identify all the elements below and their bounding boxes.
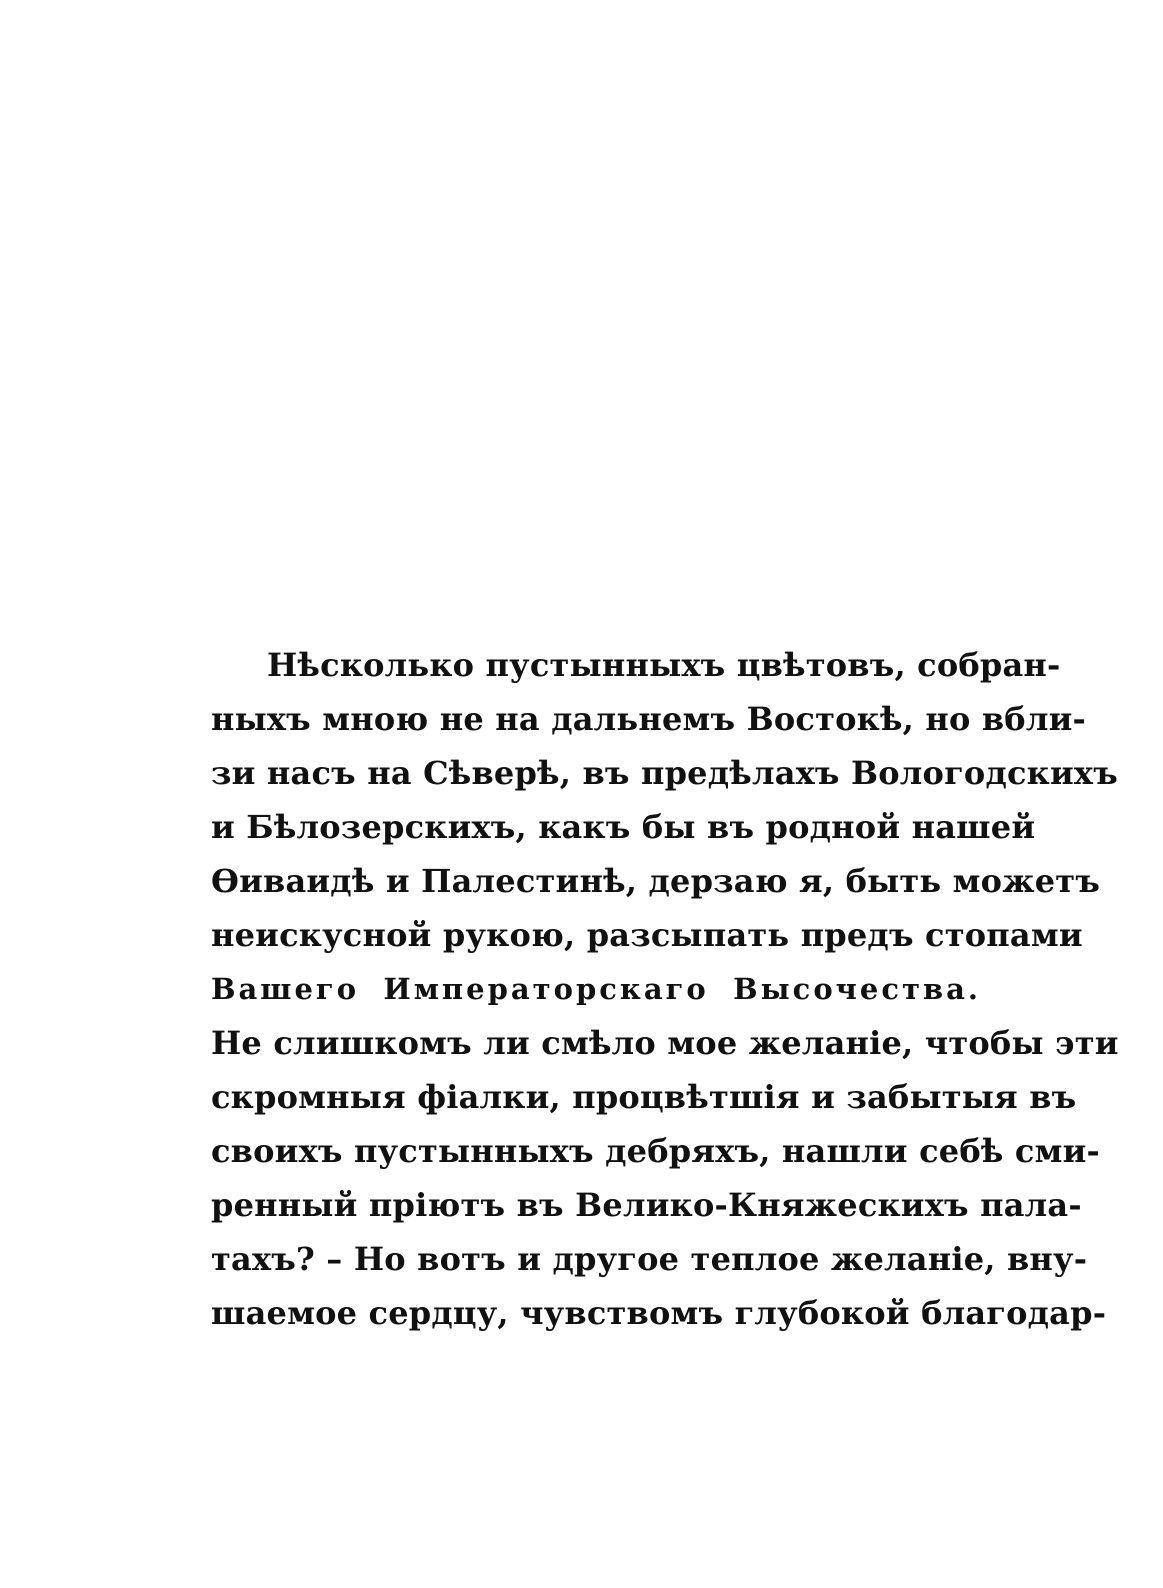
text-line: неискусной рукою, разсыпать предъ стопами <box>211 916 1083 954</box>
text-line-title: Вашего Императорскаго Высочества. <box>211 972 981 1006</box>
text-line: и Бѣлозерскихъ, какъ бы въ родной нашей <box>211 808 1036 846</box>
text-line: шаемое сердцу, чувствомъ глубокой благодар- <box>211 1294 1107 1332</box>
text-line: скромныя фіалки, процвѣтшія и забытыя въ <box>211 1078 1077 1116</box>
text-line: Не слишкомъ ли смѣло мое желаніе, чтобы эти <box>211 1024 1119 1062</box>
text-line: зи насъ на Сѣверѣ, въ предѣлахъ Вологодскихъ <box>211 754 1118 792</box>
text-line: ренный пріютъ въ Велико-Княжескихъ пала- <box>211 1186 1082 1224</box>
text-line: тахъ? – Но вотъ и другое теплое желаніе, вну- <box>211 1240 1088 1278</box>
dedication-paragraph <box>211 638 1119 1340</box>
text-line: ныхъ мною не на дальнемъ Востокѣ, но вбли- <box>211 700 1087 738</box>
text-line: своихъ пустынныхъ дебряхъ, нашли себѣ сми- <box>211 1132 1101 1170</box>
text-line: Нѣсколько пустынныхъ цвѣтовъ, собран- <box>267 646 1061 684</box>
text-line: Ѳиваидѣ и Палестинѣ, дерзаю я, быть можетъ <box>211 862 1101 900</box>
